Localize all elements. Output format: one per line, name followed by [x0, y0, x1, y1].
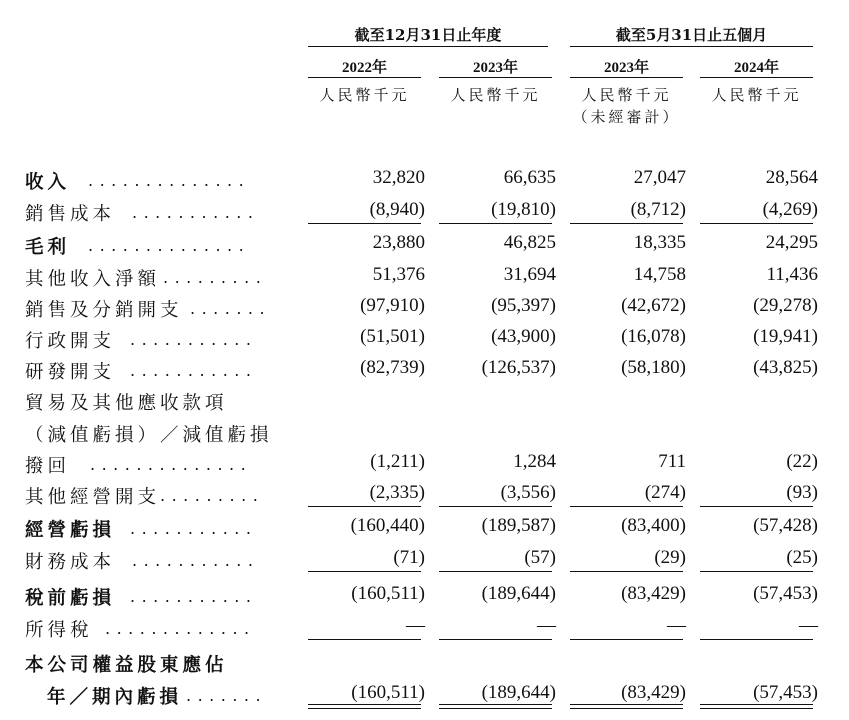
cell-value: 27,047: [633, 167, 686, 188]
cell-value: (57,428): [753, 515, 818, 536]
row-label: 收入: [25, 172, 71, 193]
cell-value: (83,429): [621, 682, 686, 703]
cell-value: (1,211): [370, 451, 425, 472]
cell-value: 711: [658, 451, 686, 472]
total-double-rule: [700, 704, 813, 709]
subtotal-rule: [700, 639, 813, 640]
cell-value: (8,940): [369, 199, 425, 220]
cell-value: (57,453): [753, 682, 818, 703]
cell-value: —: [799, 615, 818, 636]
subtotal-rule: [439, 223, 552, 224]
cell-value: (51,501): [360, 326, 425, 347]
row-label: 毛利: [25, 237, 71, 258]
cell-value: (57,453): [753, 583, 818, 604]
column-year-header: 2023年: [472, 60, 518, 76]
cell-value: (93): [786, 482, 818, 503]
subtotal-rule: [570, 223, 683, 224]
cell-value: (58,180): [621, 357, 686, 378]
leader-dots: ..............: [88, 171, 251, 190]
period-group-header: 截至12月31日止年度: [354, 26, 502, 44]
row-label: 貿易及其他應收款項: [25, 393, 228, 414]
cell-value: (71): [393, 547, 425, 568]
leader-dots: ...........: [132, 551, 260, 570]
cell-value: (126,537): [481, 357, 556, 378]
cell-value: (189,587): [481, 515, 556, 536]
cell-value: (57): [524, 547, 556, 568]
cell-value: 14,758: [633, 264, 686, 285]
row-label: 銷售及分銷開支: [25, 300, 183, 321]
row-label: 銷售成本: [25, 204, 116, 225]
cell-value: (29,278): [753, 295, 818, 316]
leader-dots: ...........: [132, 203, 260, 222]
cell-value: 28,564: [765, 167, 818, 188]
leader-dots: ...........: [130, 587, 258, 606]
column-year-rule: [570, 77, 683, 78]
subtotal-rule: [570, 506, 683, 507]
cell-value: (43,825): [753, 357, 818, 378]
cell-value: (42,672): [621, 295, 686, 316]
row-label: 其他經營開支: [25, 487, 161, 508]
leader-dots: ...........: [130, 361, 258, 380]
cell-value: (83,400): [621, 515, 686, 536]
group-header-rule: [570, 46, 813, 47]
subtotal-rule: [308, 223, 421, 224]
cell-value: (83,429): [621, 583, 686, 604]
leader-dots: .......: [190, 299, 272, 318]
leader-dots: ...........: [130, 330, 258, 349]
total-double-rule: [308, 704, 421, 709]
period-group-header: 截至5月31日止五個月: [615, 26, 768, 44]
total-double-rule: [439, 704, 552, 709]
cell-value: (274): [644, 482, 686, 503]
cell-value: (189,644): [481, 583, 556, 604]
subtotal-rule: [700, 223, 813, 224]
column-unit-label: 人民幣千元: [711, 86, 802, 104]
cell-value: 11,436: [766, 264, 818, 285]
leader-dots: .............: [105, 619, 256, 638]
cell-value: (95,397): [491, 295, 556, 316]
cell-value: —: [537, 615, 556, 636]
subtotal-rule: [700, 571, 813, 572]
column-year-rule: [439, 77, 552, 78]
subtotal-rule: [439, 506, 552, 507]
row-label: （減值虧損）／減值虧損: [25, 425, 273, 446]
cell-value: 24,295: [765, 232, 818, 253]
cell-value: (22): [786, 451, 818, 472]
row-label: 其他收入淨額: [25, 269, 161, 290]
leader-dots: .......: [186, 686, 268, 705]
leader-dots: .........: [163, 268, 268, 287]
cell-value: 31,694: [503, 264, 556, 285]
cell-value: 18,335: [633, 232, 686, 253]
cell-value: (189,644): [481, 682, 556, 703]
subtotal-rule: [439, 639, 552, 640]
total-double-rule: [570, 704, 683, 709]
subtotal-rule: [308, 571, 421, 572]
cell-value: (160,511): [351, 583, 425, 604]
cell-value: —: [406, 615, 425, 636]
cell-value: (160,440): [350, 515, 425, 536]
cell-value: 1,284: [513, 451, 556, 472]
subtotal-rule: [308, 506, 421, 507]
row-label: 撥回: [25, 456, 71, 477]
group-header-rule: [308, 46, 548, 47]
row-label: 經營虧損: [25, 520, 116, 541]
row-label: 行政開支: [25, 331, 116, 352]
cell-value: (8,712): [630, 199, 686, 220]
row-label: 年／期內虧損: [47, 687, 183, 708]
column-unit-label: 人民幣千元: [319, 86, 410, 104]
leader-dots: ...........: [130, 519, 258, 538]
row-label: 研發開支: [25, 362, 116, 383]
leader-dots: .........: [160, 486, 265, 505]
column-unit-note: （未經審計）: [572, 108, 681, 126]
column-year-header: 2022年: [341, 60, 387, 76]
subtotal-rule: [439, 571, 552, 572]
cell-value: (4,269): [762, 199, 818, 220]
cell-value: (82,739): [360, 357, 425, 378]
column-unit-label: 人民幣千元: [581, 86, 672, 104]
row-label: 財務成本: [25, 552, 116, 573]
cell-value: 66,635: [503, 167, 556, 188]
cell-value: 51,376: [372, 264, 425, 285]
column-year-header: 2024年: [733, 60, 779, 76]
cell-value: 32,820: [372, 167, 425, 188]
cell-value: 46,825: [503, 232, 556, 253]
cell-value: 23,880: [372, 232, 425, 253]
leader-dots: ..............: [90, 455, 253, 474]
leader-dots: ..............: [88, 236, 251, 255]
subtotal-rule: [308, 639, 421, 640]
row-label: 所得稅: [25, 620, 93, 641]
column-year-rule: [308, 77, 421, 78]
subtotal-rule: [570, 639, 683, 640]
column-year-header: 2023年: [603, 60, 649, 76]
cell-value: (16,078): [621, 326, 686, 347]
cell-value: (19,941): [753, 326, 818, 347]
cell-value: (29): [654, 547, 686, 568]
cell-value: (19,810): [491, 199, 556, 220]
cell-value: (43,900): [491, 326, 556, 347]
row-label: 稅前虧損: [25, 588, 116, 609]
cell-value: (97,910): [360, 295, 425, 316]
cell-value: —: [667, 615, 686, 636]
column-year-rule: [700, 77, 813, 78]
subtotal-rule: [570, 571, 683, 572]
cell-value: (160,511): [351, 682, 425, 703]
cell-value: (25): [786, 547, 818, 568]
column-unit-label: 人民幣千元: [450, 86, 541, 104]
cell-value: (2,335): [369, 482, 425, 503]
row-label: 本公司權益股東應佔: [25, 655, 228, 676]
cell-value: (3,556): [500, 482, 556, 503]
subtotal-rule: [700, 506, 813, 507]
